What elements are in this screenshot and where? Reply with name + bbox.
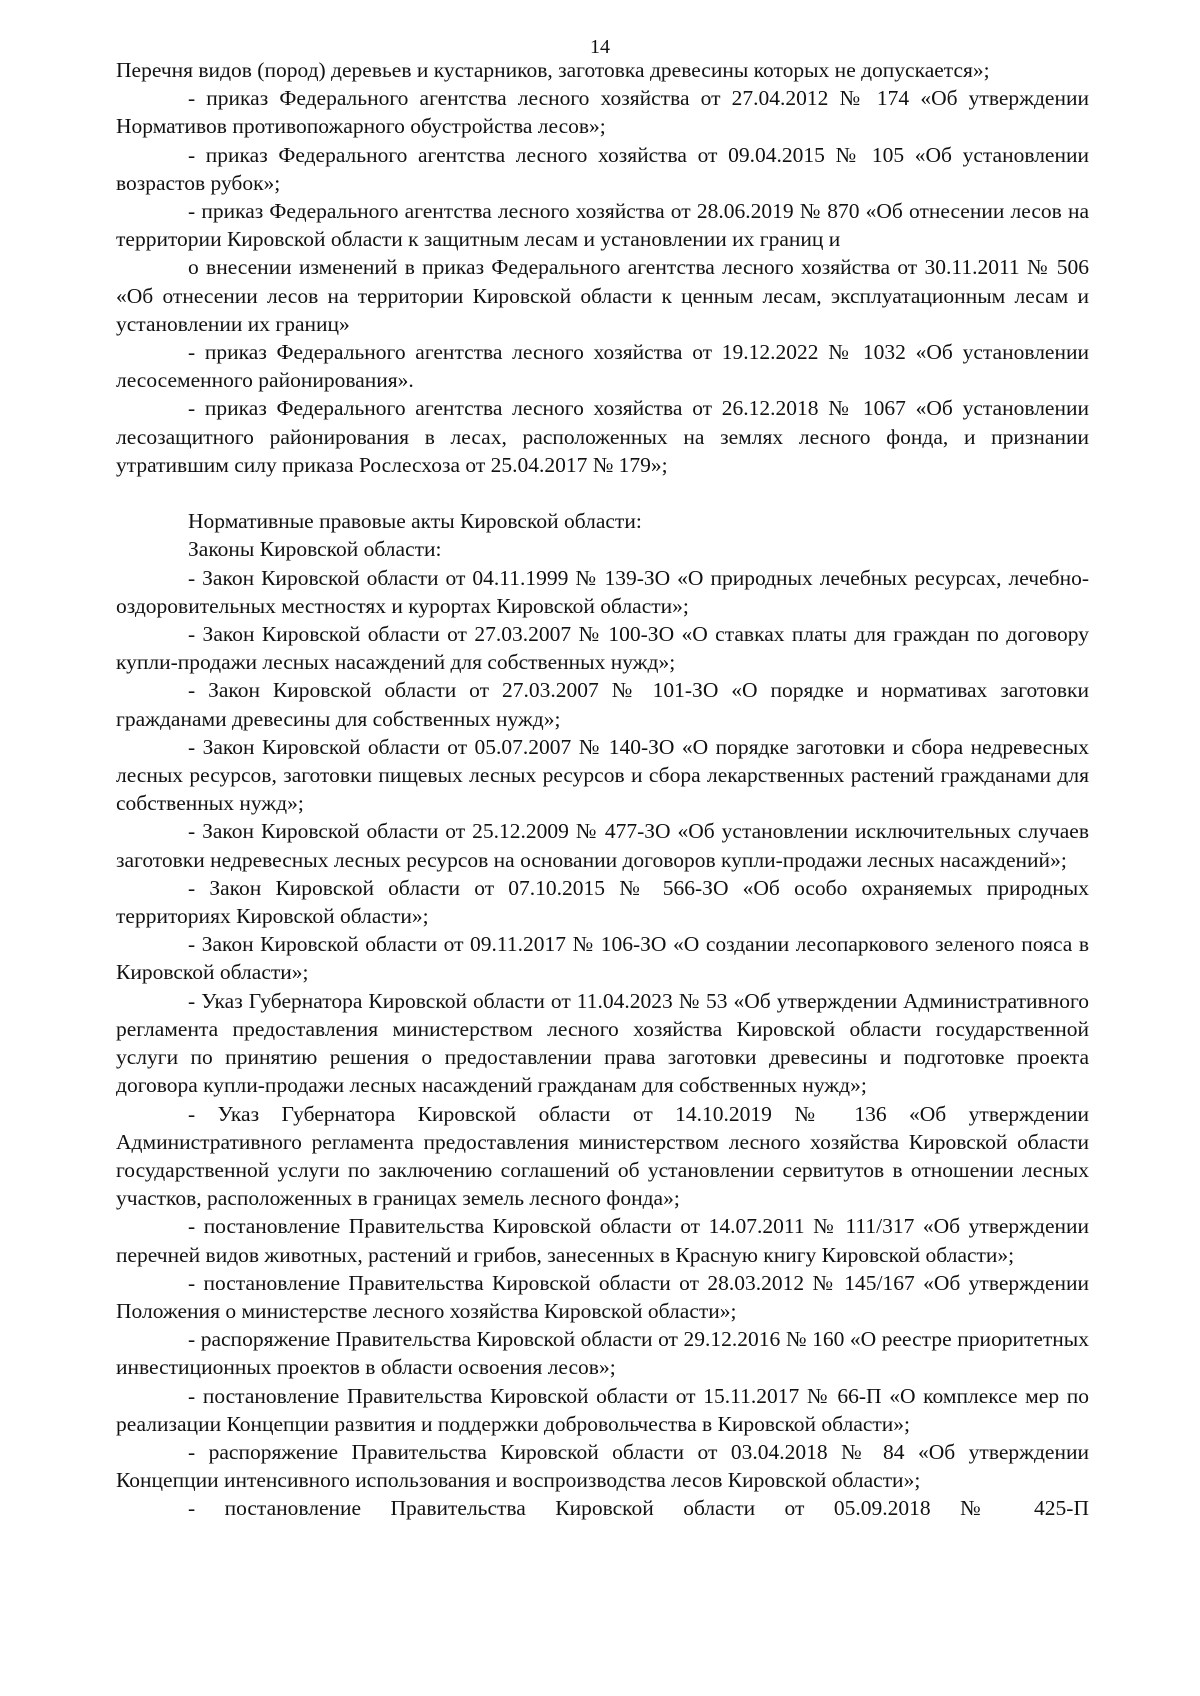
paragraph: - Указ Губернатора Кировской области от 11.04.2023 № 53 «Об утверждении Административного регламента предоставления министерством лесного хозяйства Кировской области государственной услуги по принятию решения о предоставлении права заготовки древесины и подготовке проекта договора купли-продажи лесных насаждений гражданам для собственных нужд»; bbox=[116, 988, 1089, 1098]
paragraph: - Закон Кировской области от 27.03.2007 № 101-ЗО «О порядке и нормативах заготовки гражданами древесины для собственных нужд»; bbox=[116, 678, 1089, 731]
paragraph: - приказ Федерального агентства лесного хозяйства от 19.12.2022 № 1032 «Об установлении лесосеменного районирования». bbox=[116, 340, 1089, 393]
paragraph: Перечня видов (пород) деревьев и кустарников, заготовка древесины которых не допускается»; bbox=[116, 58, 990, 82]
section-heading: Нормативные правовые акты Кировской области: bbox=[188, 509, 642, 534]
paragraph: - Закон Кировской области от 04.11.1999 № 139-ЗО «О природных лечебных ресурсах, лечебно-оздоровительных местностях и курортах Кировской области»; bbox=[116, 565, 1089, 618]
paragraph: - Закон Кировской области от 25.12.2009 № 477-ЗО «Об установлении исключительных случаев заготовки недревесных лесных ресурсов на основании договоров купли-продажи лесных насаждений»; bbox=[116, 819, 1089, 872]
paragraph: - приказ Федерального агентства лесного хозяйства от 26.12.2018 № 1067 «Об установлении лесозащитного районирования в лесах, расположенных на землях лесного фонда, и признании утратившим силу приказа Рослесхоза от 25.04.2017 № 179»; bbox=[116, 396, 1089, 477]
paragraph: - Закон Кировской области от 09.11.2017 № 106-ЗО «О создании лесопаркового зеленого пояса в Кировской области»; bbox=[116, 932, 1089, 985]
paragraph: - постановление Правительства Кировской области от 28.03.2012 № 145/167 «Об утверждении Положения о министерстве лесного хозяйства Кировской области»; bbox=[116, 1270, 1089, 1323]
paragraph: - постановление Правительства Кировской области от 15.11.2017 № 66-П «О комплексе мер по реализации Концепции развития и поддержки добровольчества в Кировской области»; bbox=[116, 1383, 1089, 1436]
paragraph: - распоряжение Правительства Кировской области от 03.04.2018 № 84 «Об утверждении Концепции интенсивного использования и воспроизводства лесов Кировской области»; bbox=[116, 1439, 1089, 1493]
paragraph: - приказ Федерального агентства лесного хозяйства от 27.04.2012 № 174 «Об утверждении Нормативов противопожарного обустройства лесов»; bbox=[116, 86, 1089, 139]
paragraph: - постановление Правительства Кировской области от 14.07.2011 № 111/317 «Об утверждении перечней видов животных, растений и грибов, занесенных в Красную книгу Кировской области»; bbox=[116, 1214, 1089, 1267]
document-body bbox=[116, 56, 1089, 1523]
paragraph: - Указ Губернатора Кировской области от 14.10.2019 № 136 «Об утверждении Административного регламента предоставления министерством лесного хозяйства Кировской области государственной услуги по заключению соглашений об установлении сервитутов в отношении лесных участков, расположенных в границах земель лесного фонда»; bbox=[116, 1101, 1089, 1211]
paragraph: - приказ Федерального агентства лесного хозяйства от 28.06.2019 № 870 «Об отнесении лесов на территории Кировской области к защитным лесам и установлении их границ и bbox=[116, 199, 1089, 252]
paragraph: - постановление Правительства Кировской области от 05.09.2018 № 425-П bbox=[188, 1496, 1089, 1521]
paragraph: - Закон Кировской области от 05.07.2007 № 140-ЗО «О порядке заготовки и сбора недревесных лесных ресурсов, заготовки пищевых лесных ресурсов и сбора лекарственных растений гражданами для собственных нужд»; bbox=[116, 734, 1089, 816]
paragraph: - Закон Кировской области от 27.03.2007 № 100-ЗО «О ставках платы для граждан по договору купли-продажи лесных насаждений для собственных нужд»; bbox=[116, 622, 1089, 675]
paragraph: - распоряжение Правительства Кировской области от 29.12.2016 № 160 «О реестре приоритетных инвестиционных проектов в области освоения лесов»; bbox=[116, 1327, 1089, 1380]
paragraph: о внесении изменений в приказ Федерального агентства лесного хозяйства от 30.11.2011 № 506 «Об отнесении лесов на территории Кировской области к ценным лесам, эксплуатационным лесам и установлении их границ» bbox=[116, 255, 1089, 336]
page-number: 14 bbox=[590, 36, 610, 58]
paragraph: - Закон Кировской области от 07.10.2015 № 566-ЗО «Об особо охраняемых природных территориях Кировской области»; bbox=[116, 875, 1089, 929]
paragraph-gap bbox=[116, 479, 1089, 507]
subsection-heading: Законы Кировской области: bbox=[188, 537, 442, 562]
paragraph: - приказ Федерального агентства лесного хозяйства от 09.04.2015 № 105 «Об установлении возрастов рубок»; bbox=[116, 142, 1089, 195]
